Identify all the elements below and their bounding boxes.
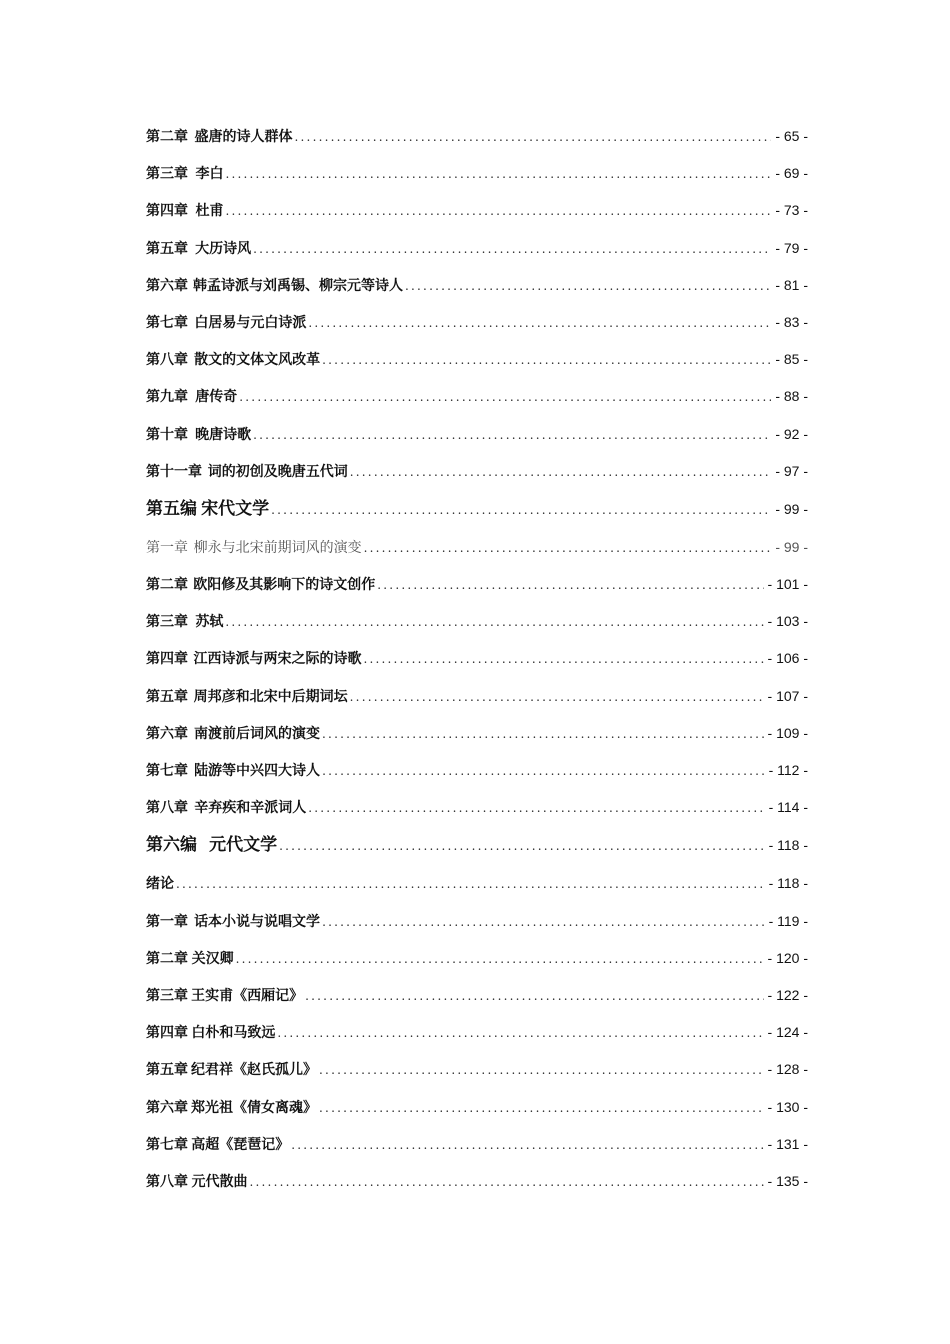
toc-entry[interactable] xyxy=(146,566,808,603)
toc-entry-page: - 103 - xyxy=(767,613,808,630)
toc-entry-page: - 135 - xyxy=(767,1172,808,1189)
toc-entry[interactable] xyxy=(146,940,808,977)
toc-entry[interactable] xyxy=(146,304,808,341)
toc-entry[interactable] xyxy=(146,378,808,415)
toc-entry[interactable] xyxy=(146,865,808,902)
dot-leader xyxy=(253,231,771,268)
toc-entry[interactable] xyxy=(146,416,808,453)
toc-entry-label: 第十一章 xyxy=(146,463,202,480)
toc-entry-title: 王实甫《西厢记》 xyxy=(191,987,304,1004)
toc-entry-label: 第七章 xyxy=(146,763,188,779)
toc-entry[interactable] xyxy=(146,1014,808,1051)
toc-entry-title: 宋代文学 xyxy=(201,498,270,519)
toc-entry-page: - 106 - xyxy=(767,650,808,667)
toc-entry-label: 第七章 xyxy=(146,314,188,331)
toc-entry-label: 第五编 xyxy=(146,498,197,519)
toc-entry-page: - 85 - xyxy=(775,351,808,368)
toc-entry[interactable] xyxy=(146,529,808,566)
dot-leader xyxy=(236,941,764,978)
dot-leader xyxy=(377,567,763,604)
toc-entry-label: 第二章 xyxy=(146,950,188,967)
dot-leader xyxy=(322,716,763,753)
toc-entry-label: 第八章 xyxy=(146,800,188,817)
toc-entry-page: - 97 - xyxy=(775,462,808,479)
toc-entry-title: 高超《琵琶记》 xyxy=(191,1136,290,1153)
toc-entry-label: 第七章 xyxy=(146,1136,188,1153)
toc-entry-title: 郑光祖《倩女离魂》 xyxy=(191,1099,318,1116)
toc-entry-page: - 118 - xyxy=(768,837,808,854)
toc-entry-label: 第八章 xyxy=(146,1173,188,1190)
toc-entry-title: 大历诗风 xyxy=(195,240,252,257)
toc-entry-page: - 120 - xyxy=(767,949,808,966)
toc-entry[interactable] xyxy=(146,118,808,155)
toc-entry-label: 第二章 xyxy=(146,577,188,594)
toc-entry-title: 周邦彦和北宋中后期词坛 xyxy=(193,688,348,705)
dot-leader xyxy=(271,491,771,530)
toc-entry-label: 第六章 xyxy=(146,725,188,742)
dot-leader xyxy=(277,1015,763,1052)
toc-entry-page: - 114 - xyxy=(768,799,808,816)
toc-entry-title: 话本小说与说唱文学 xyxy=(194,913,321,930)
dot-leader xyxy=(322,904,765,941)
toc-entry-title: 李白 xyxy=(195,166,224,183)
toc-entry[interactable] xyxy=(146,453,808,490)
toc-entry-title: 纪君祥《赵氏孤儿》 xyxy=(191,1062,318,1079)
toc-entry[interactable] xyxy=(146,903,808,940)
toc-entry[interactable] xyxy=(146,155,808,192)
toc-entry-label: 第五章 xyxy=(146,688,188,705)
toc-entry-title: 柳永与北宋前期词风的演变 xyxy=(193,539,362,556)
toc-entry[interactable] xyxy=(146,603,808,640)
dot-leader xyxy=(305,978,763,1015)
toc-entry-label: 第九章 xyxy=(146,389,188,406)
toc-entry-page: - 118 - xyxy=(768,875,808,892)
dot-leader xyxy=(225,156,771,193)
dot-leader xyxy=(225,193,771,230)
toc-entry-page: - 99 - xyxy=(775,538,808,555)
toc-entry-title: 南渡前后词风的演变 xyxy=(194,725,321,742)
toc-entry-page: - 65 - xyxy=(775,128,808,144)
dot-leader xyxy=(176,866,765,903)
toc-entry-title: 白朴和马致远 xyxy=(191,1025,276,1042)
dot-leader xyxy=(308,305,771,342)
dot-leader xyxy=(322,342,771,379)
dot-leader xyxy=(319,1052,763,1089)
toc-entry-page: - 122 - xyxy=(767,986,808,1003)
dot-leader xyxy=(350,679,764,716)
dot-leader xyxy=(279,827,764,866)
toc-entry-page: - 131 - xyxy=(767,1135,808,1152)
toc-entry-title: 辛弃疾和辛派词人 xyxy=(194,800,307,817)
toc-entry-page: - 92 - xyxy=(775,425,808,442)
toc-entry-label: 绪论 xyxy=(146,876,174,893)
toc-entry-title: 韩孟诗派与刘禹锡、柳宗元等诗人 xyxy=(193,277,404,294)
toc-entry-page: - 128 - xyxy=(767,1061,808,1078)
toc-entry-page: - 69 - xyxy=(775,165,808,182)
toc-entry[interactable] xyxy=(146,341,808,378)
toc-entry-title: 杜甫 xyxy=(195,203,224,220)
toc-entry-title: 散文的文体文风改革 xyxy=(194,352,321,369)
table-of-contents xyxy=(146,118,808,1200)
toc-entry[interactable] xyxy=(146,192,808,229)
toc-entry-label: 第三章 xyxy=(146,987,188,1004)
dot-leader xyxy=(253,417,771,454)
dot-leader xyxy=(291,1127,763,1164)
toc-entry[interactable] xyxy=(146,1089,808,1126)
toc-entry-label: 第四章 xyxy=(146,651,188,668)
toc-entry[interactable] xyxy=(146,490,808,529)
toc-entry-title: 江西诗派与两宋之际的诗歌 xyxy=(193,651,362,668)
toc-entry-page: - 81 - xyxy=(775,276,808,293)
toc-entry[interactable] xyxy=(146,752,808,789)
dot-leader xyxy=(363,641,763,678)
toc-entry-title: 苏轼 xyxy=(195,614,224,631)
toc-entry-page: - 124 - xyxy=(767,1024,808,1041)
dot-leader xyxy=(225,604,763,641)
toc-entry[interactable] xyxy=(146,267,808,304)
toc-entry-page: - 73 - xyxy=(775,202,808,219)
toc-entry-label: 第六编 xyxy=(146,835,197,856)
toc-entry-label: 第二章 xyxy=(146,129,188,145)
toc-entry-page: - 83 - xyxy=(775,313,808,330)
toc-entry-title: 白居易与元白诗派 xyxy=(194,314,307,331)
toc-entry-page: - 109 - xyxy=(767,724,808,741)
toc-entry-label: 第四章 xyxy=(146,203,188,220)
toc-entry-label: 第一章 xyxy=(146,539,188,556)
toc-entry-page: - 99 - xyxy=(775,500,808,517)
toc-entry[interactable] xyxy=(146,789,808,826)
toc-entry-title: 词的初创及晚唐五代词 xyxy=(207,463,348,480)
toc-entry[interactable] xyxy=(146,640,808,677)
toc-entry-label: 第十章 xyxy=(146,426,188,443)
toc-entry-label: 第六章 xyxy=(146,277,188,294)
dot-leader xyxy=(295,119,772,156)
dot-leader xyxy=(405,268,771,305)
dot-leader xyxy=(322,753,765,790)
toc-entry-title: 欧阳修及其影响下的诗文创作 xyxy=(193,577,376,594)
toc-entry[interactable] xyxy=(146,230,808,267)
dot-leader xyxy=(350,454,772,491)
toc-entry-label: 第五章 xyxy=(146,240,188,257)
toc-entry[interactable] xyxy=(146,826,808,865)
dot-leader xyxy=(239,379,771,416)
toc-entry-title: 关汉卿 xyxy=(191,950,234,967)
dot-leader xyxy=(250,1164,764,1201)
toc-entry-title: 陆游等中兴四大诗人 xyxy=(194,763,321,779)
toc-entry[interactable] xyxy=(146,1126,808,1163)
toc-entry-label: 第六章 xyxy=(146,1099,188,1116)
toc-entry-title: 盛唐的诗人群体 xyxy=(194,129,293,145)
toc-entry[interactable] xyxy=(146,715,808,752)
dot-leader xyxy=(319,1090,763,1127)
toc-entry-label: 第四章 xyxy=(146,1025,188,1042)
toc-entry-page: - 130 - xyxy=(767,1098,808,1115)
toc-entry-title: 元代文学 xyxy=(209,835,278,856)
toc-entry-page: - 101 - xyxy=(767,576,808,593)
dot-leader xyxy=(364,530,772,567)
toc-entry[interactable] xyxy=(146,1051,808,1088)
toc-entry-page: - 107 - xyxy=(767,687,808,704)
toc-entry-label: 第三章 xyxy=(146,614,188,631)
toc-entry[interactable] xyxy=(146,1163,808,1200)
toc-entry[interactable] xyxy=(146,678,808,715)
toc-entry-page: - 112 - xyxy=(768,762,808,778)
toc-entry-page: - 79 - xyxy=(775,239,808,256)
toc-entry-title: 唐传奇 xyxy=(195,389,238,406)
toc-entry-page: - 119 - xyxy=(768,912,808,929)
toc-entry-title: 元代散曲 xyxy=(191,1173,248,1190)
toc-entry-label: 第八章 xyxy=(146,352,188,369)
toc-entry-title: 晚唐诗歌 xyxy=(195,426,252,443)
toc-entry-label: 第一章 xyxy=(146,913,188,930)
toc-entry-page: - 88 - xyxy=(775,388,808,405)
toc-entry-label: 第三章 xyxy=(146,166,188,183)
dot-leader xyxy=(308,790,764,827)
toc-entry[interactable] xyxy=(146,977,808,1014)
toc-entry-label: 第五章 xyxy=(146,1062,188,1079)
